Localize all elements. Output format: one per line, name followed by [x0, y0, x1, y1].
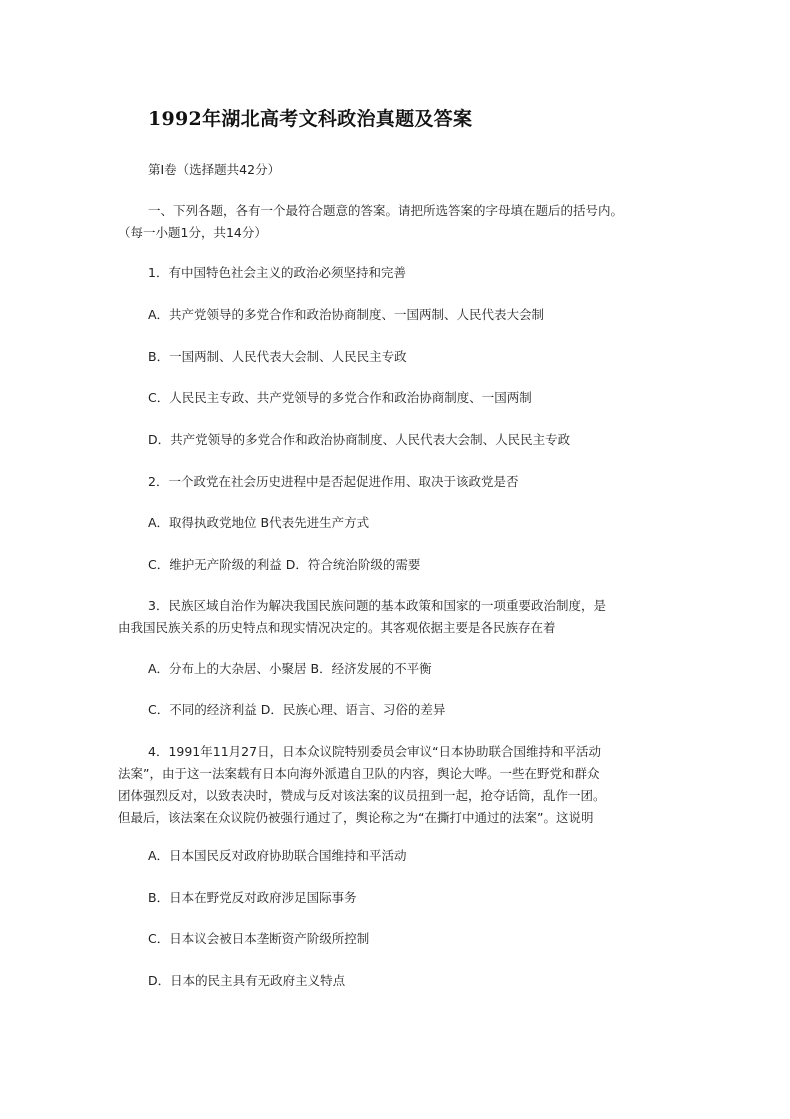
question-4-stem [118, 741, 658, 829]
question-1-option-c: C．人民民主专政、共产党领导的多党合作和政治协商制度、一国两制 [148, 390, 532, 405]
question-3-options-cd: C．不同的经济利益 D．民族心理、语言、习俗的差异 [148, 702, 446, 717]
question-2-options-ab: A．取得执政党地位 B代表先进生产方式 [148, 515, 370, 530]
question-3-stem-line-1: 3．民族区域自治作为解决我国民族问题的基本政策和国家的一项重要政治制度，是 [148, 598, 606, 613]
question-1-option-a: A．共产党领导的多党合作和政治协商制度、一国两制、人民代表大会制 [148, 307, 545, 322]
instructions-line-2: （每一小题1分，共14分） [118, 225, 267, 240]
question-1-stem: 1．有中国特色社会主义的政治必须坚持和完善 [148, 265, 406, 280]
instructions [118, 200, 658, 244]
instructions-line-1: 一、下列各题，各有一个最符合题意的答案。请把所选答案的字母填在题后的括号内。 [148, 203, 624, 218]
question-4-stem-line-3: 团体强烈反对，以致表决时，赞成与反对该法案的议员扭到一起，抢夺话筒，乱作一团。 [118, 788, 606, 803]
question-4-stem-line-2: 法案”，由于这一法案载有日本向海外派遣自卫队的内容，舆论大哗。一些在野党和群众 [118, 766, 600, 781]
question-3-stem [118, 595, 658, 639]
question-1-option-d: D．共产党领导的多党合作和政治协商制度、人民代表大会制、人民民主专政 [148, 432, 571, 447]
question-2-options-cd: C．维护无产阶级的利益 D．符合统治阶级的需要 [148, 557, 421, 572]
question-2-stem: 2．一个政党在社会历史进程中是否起促进作用、取决于该政党是否 [148, 474, 519, 489]
question-4-option-a: A．日本国民反对政府协助联合国维持和平活动 [148, 848, 407, 863]
question-3-options-ab: A．分布上的大杂居、小聚居 B．经济发展的不平衡 [148, 661, 432, 676]
document-title: 1992年湖北高考文科政治真题及答案 [148, 108, 473, 130]
question-3-stem-line-2: 由我国民族关系的历史特点和现实情况决定的。其客观依据主要是各民族存在着 [118, 620, 556, 635]
section-heading: 第Ⅰ卷（选择题共42分） [148, 162, 281, 177]
question-4-stem-line-4: 但最后，该法案在众议院仍被强行通过了，舆论称之为“在撕打中通过的法案”。这说明 [118, 810, 594, 825]
question-1-option-b: B．一国两制、人民代表大会制、人民民主专政 [148, 349, 407, 364]
question-4-option-c: C．日本议会被日本垄断资产阶级所控制 [148, 931, 370, 946]
question-4-option-b: B．日本在野党反对政府涉足国际事务 [148, 890, 357, 905]
question-4-stem-line-1: 4．1991年11月27日，日本众议院特别委员会审议“日本协助联合国维持和平活动 [148, 744, 602, 759]
question-4-option-d: D．日本的民主具有无政府主义特点 [148, 973, 346, 988]
